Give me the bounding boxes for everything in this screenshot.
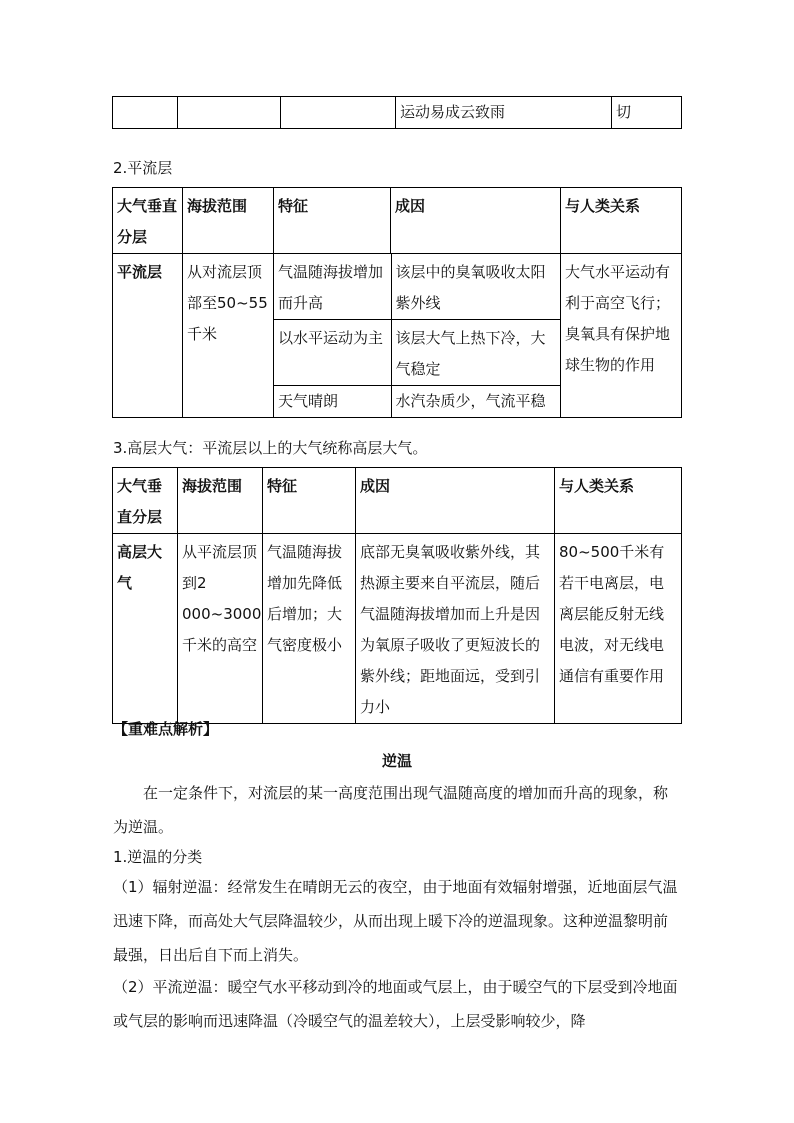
header-cell: 海拔范围 — [183, 188, 274, 254]
table-row — [113, 534, 682, 724]
relation-cell: 大气水平运动有利于高空飞行；臭氧具有保护地球生物的作用 — [561, 254, 682, 418]
relation-cell: 80~500千米有若干电离层，电离层能反射无线电波，对无线电通信有重要作用 — [555, 534, 682, 724]
intro-paragraph: 在一定条件下，对流层的某一高度范围出现气温随高度的增加而升高的现象，称为逆温。 — [113, 784, 669, 836]
table-cell — [178, 97, 281, 129]
feature-cause-table — [274, 254, 561, 417]
table-header-row — [113, 468, 682, 534]
header-cell: 特征 — [263, 468, 356, 534]
radiation-inversion-paragraph: （1）辐射逆温：经常发生在晴朗无云的夜空，由于地面有效辐射增强，近地面层气温迅速下降，而高处大气层降温较少，从而出现上暖下冷的逆温现象。这种逆温黎明前最强，日出后自下而上消失。 — [113, 878, 678, 964]
table-cell: 切 — [612, 97, 682, 129]
header-cell: 成因 — [356, 468, 555, 534]
header-cell: 与人类关系 — [561, 188, 682, 254]
table-cell — [113, 97, 178, 129]
advection-inversion-paragraph: （2）平流逆温：暖空气水平移动到冷的地面或气层上，由于暖空气的下层受到冷地面或气层的影响而迅速降温（冷暖空气的温差较大），上层受影响较少，降 — [113, 978, 678, 1030]
range-cell: 从平流层顶到2 000~3000 千米的高空 — [178, 534, 263, 724]
table-continuation — [112, 96, 682, 129]
analysis-heading: 【重难点解析】 — [113, 720, 219, 738]
range-cell: 从对流层顶部至50~55千米 — [183, 254, 274, 418]
table-row — [274, 320, 561, 386]
cause-cell: 底部无臭氧吸收紫外线，其热源主要来自平流层，随后气温随海拔增加而上升是因为氧原子吸收了更短波长的紫外线；距地面远，受到引力小 — [356, 534, 555, 724]
inversion-title: 逆温 — [381, 752, 412, 770]
table-upper-atmosphere — [112, 467, 682, 724]
layer-cell: 平流层 — [113, 254, 183, 418]
header-cell: 海拔范围 — [178, 468, 263, 534]
feature-cause-cell — [274, 254, 561, 418]
table-cell — [281, 97, 396, 129]
feature-cell: 气温随海拔增加先降低后增加；大气密度极小 — [263, 534, 356, 724]
header-cell: 成因 — [391, 188, 561, 254]
feature-cell: 气温随海拔增加而升高 — [274, 254, 391, 320]
table-row — [113, 97, 682, 129]
cause-cell: 水汽杂质少，气流平稳 — [395, 392, 546, 410]
table-row — [113, 254, 682, 418]
section-title-upper-atmosphere: 3.高层大气：平流层以上的大气统称高层大气。 — [113, 439, 428, 457]
header-cell: 大气垂直分层 — [113, 188, 183, 254]
header-cell: 特征 — [274, 188, 391, 254]
table-cell: 运动易成云致雨 — [396, 97, 612, 129]
table-row — [274, 386, 561, 417]
cause-cell: 该层中的臭氧吸收太阳紫外线 — [391, 254, 561, 320]
section-title-stratosphere: 2.平流层 — [113, 159, 173, 177]
classification-title: 1.逆温的分类 — [113, 848, 203, 866]
header-cell: 与人类关系 — [555, 468, 682, 534]
table-row — [274, 254, 561, 320]
table-stratosphere — [112, 187, 682, 418]
layer-cell: 高层大气 — [113, 534, 178, 724]
feature-cell: 以水平运动为主 — [274, 320, 391, 386]
table-header-row — [113, 188, 682, 254]
cause-cell: 该层大气上热下冷，大气稳定 — [391, 320, 561, 386]
feature-cell: 天气晴朗 — [274, 386, 391, 417]
header-cell: 大气垂直分层 — [113, 468, 178, 534]
